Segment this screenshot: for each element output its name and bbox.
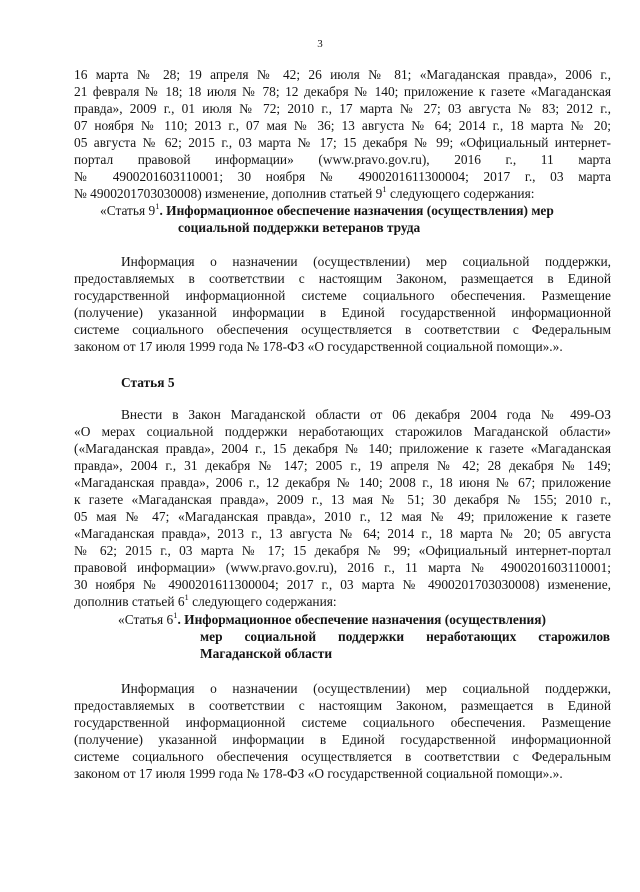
article-heading: Магаданской области bbox=[200, 646, 333, 661]
text-line: системе социального обеспечения осуществляется в соответствии с Федеральным bbox=[74, 322, 611, 337]
text-line: государственной информационной системе социального обеспечения. Размещение bbox=[74, 715, 611, 730]
text-line: к газете «Магаданская правда», 2009 г., 13 мая № 51; 30 декабря № 155; 2010 г., bbox=[74, 492, 611, 507]
page-number: 3 bbox=[317, 38, 323, 50]
text-line: «Магаданская правда», 2006 г., 12 декабря № 140; 2008 г., 18 июня № 67; приложение bbox=[74, 475, 611, 490]
text-line: 07 ноября № 110; 2013 г., 07 мая № 36; 13 августа № 64; 2014 г., 18 марта № 20; bbox=[74, 118, 611, 133]
text-line: государственной информационной системе социального обеспечения. Размещение bbox=[74, 288, 611, 303]
text-line: (получение) указанной информации в Единой государственной информационной bbox=[74, 305, 611, 320]
text-line: правда», 2009 г., 01 июля № 72; 2010 г., 17 марта № 27; 03 августа № 83; 2012 г., bbox=[74, 101, 611, 116]
text-line: («Магаданская правда», 2004 г., 15 декабря № 140; приложение к газете «Магаданская bbox=[74, 441, 611, 456]
text-line: правда», 2004 г., 31 декабря № 147; 2005 г., 19 апреля № 42; 28 декабря № 149; bbox=[74, 458, 611, 473]
text-line: № 4900201703030008) изменение, дополнив статьей $9^1$ следующего содержания: bbox=[74, 184, 535, 201]
article-title: Статья 5 bbox=[121, 375, 175, 390]
text-line: портал правовой информации» (www.pravo.gov.ru), 2016 г., 11 марта bbox=[74, 152, 611, 167]
text-line: дополнив статьей $6^1$ следующего содержания: bbox=[74, 592, 337, 609]
text-line: законом от 17 июля 1999 года № 178-ФЗ «О государственной социальной помощи».». bbox=[74, 766, 563, 781]
text-line: законом от 17 июля 1999 года № 178-ФЗ «О государственной социальной помощи».». bbox=[74, 339, 563, 354]
text-line: системе социального обеспечения осуществляется в соответствии с Федеральным bbox=[74, 749, 611, 764]
text-line: «О мерах социальной поддержки неработающих старожилов Магаданской области» bbox=[74, 424, 611, 439]
text-line: № 62; 2015 г., 03 марта № 17; 15 декабря № 99; «Официальный интернет-портал bbox=[74, 543, 611, 558]
text-line: «Магаданская правда», 2013 г., 13 августа № 64; 2014 г., 18 марта № 20; 05 августа bbox=[74, 526, 611, 541]
text-line: (получение) указанной информации в Единой государственной информационной bbox=[74, 732, 611, 747]
article-heading: «Статья $9^1$. Информационное обеспечение назначения (осуществления) мер bbox=[100, 201, 554, 218]
text-line: Информация о назначении (осуществлении) мер социальной поддержки, bbox=[121, 681, 611, 696]
article-heading: мер социальной поддержки неработающих старожилов bbox=[200, 629, 610, 644]
article-heading: социальной поддержки ветеранов труда bbox=[178, 220, 421, 235]
text-line: предоставляемых в соответствии с настоящим Законом, размещается в Единой bbox=[74, 698, 611, 713]
text-line: 16 марта № 28; 19 апреля № 42; 26 июля № 81; «Магаданская правда», 2006 г., bbox=[74, 67, 611, 82]
text-line: Информация о назначении (осуществлении) мер социальной поддержки, bbox=[121, 254, 611, 269]
text-line: предоставляемых в соответствии с настоящим Законом, размещается в Единой bbox=[74, 271, 611, 286]
article-heading: «Статья $6^1$. Информационное обеспечение назначения (осуществления) bbox=[118, 610, 546, 627]
text-line: 05 августа № 62; 2015 г., 03 марта № 17; 15 декабря № 99; «Официальный интернет- bbox=[74, 135, 611, 150]
text-line: № 4900201603110001; 30 ноября № 4900201611300004; 2017 г., 03 марта bbox=[74, 169, 611, 184]
text-line: 21 февраля № 18; 18 июля № 78; 12 декабря № 140; приложение к газете «Магаданская bbox=[74, 84, 611, 99]
text-line: Внести в Закон Магаданской области от 06 декабря 2004 года № 499-ОЗ bbox=[121, 407, 611, 422]
text-line: 30 ноября № 4900201611300004; 2017 г., 03 марта № 4900201703030008) изменение, bbox=[74, 577, 611, 592]
text-line: правовой информации» (www.pravo.gov.ru), 2016 г., 11 марта № 4900201603110001; bbox=[74, 560, 611, 575]
text-line: 05 мая № 47; «Магаданская правда», 2010 г., 12 мая № 49; приложение к газете bbox=[74, 509, 611, 524]
